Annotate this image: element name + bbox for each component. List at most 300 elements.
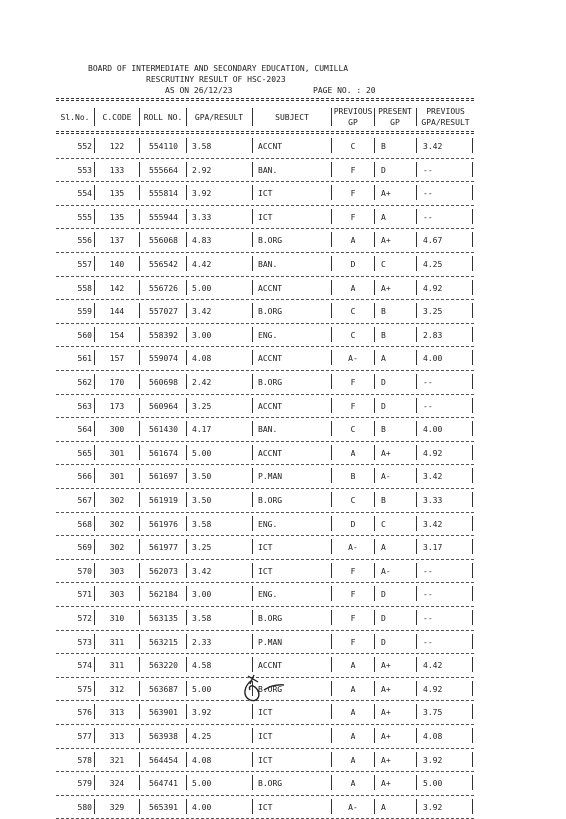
cell-ccode: 324 [109, 779, 125, 789]
cell-prev-gp: A- [348, 543, 358, 553]
cell-present-gp: D [381, 614, 386, 623]
table-row [56, 631, 474, 654]
column-separator [186, 256, 187, 271]
col-present-gp: PRESENT GP [378, 107, 412, 127]
cell-present-gp: A+ [381, 779, 391, 789]
cell-prev-gpa: 5.00 [423, 779, 443, 789]
column-separator [374, 752, 375, 767]
cell-subject: ACCNT [258, 354, 283, 364]
cell-present-gp: C [381, 519, 386, 529]
column-separator [252, 516, 253, 531]
cell-sl: 579 [77, 779, 92, 789]
column-separator [139, 374, 140, 389]
column-separator [186, 327, 187, 342]
column-separator [139, 539, 140, 554]
column-separator [416, 374, 417, 389]
cell-roll: 555944 [149, 212, 178, 222]
cell-roll: 563938 [149, 732, 178, 741]
column-separator [186, 138, 187, 153]
column-separator [374, 610, 375, 625]
cell-prev-gpa: 4.92 [423, 283, 443, 293]
column-separator [94, 492, 95, 507]
col-prev-gp: PREVIOUS GP [333, 107, 373, 127]
column-separator [472, 280, 473, 295]
cell-roll: 561977 [149, 543, 178, 553]
column-separator [331, 775, 332, 790]
column-separator [472, 374, 473, 389]
cell-ccode: 170 [109, 378, 125, 387]
cell-prev-gpa: 3.92 [423, 802, 443, 812]
cell-ccode: 313 [109, 708, 125, 718]
cell-roll: 556068 [149, 236, 178, 246]
cell-gpa: 4.17 [192, 425, 212, 435]
column-separator [139, 657, 140, 672]
cell-present-gp: A [381, 543, 386, 553]
column-separator [416, 586, 417, 601]
column-separator [472, 350, 473, 365]
cell-ccode: 133 [109, 165, 125, 175]
cell-prev-gpa: 4.42 [423, 661, 443, 671]
table-row [56, 489, 474, 512]
column-separator [374, 586, 375, 601]
column-separator [139, 634, 140, 649]
cell-prev-gpa: 3.75 [423, 708, 443, 718]
cell-present-gp: D [381, 378, 386, 387]
column-separator [186, 657, 187, 672]
column-separator [186, 752, 187, 767]
cell-prev-gp: C [350, 425, 356, 435]
cell-gpa: 3.58 [192, 519, 212, 529]
cell-prev-gpa: 3.17 [423, 543, 443, 553]
cell-prev-gpa: 4.67 [423, 236, 443, 246]
cell-roll: 563220 [149, 661, 178, 671]
column-separator [416, 468, 417, 483]
column-separator [94, 586, 95, 601]
cell-prev-gpa: 4.00 [423, 354, 443, 364]
column-separator [472, 704, 473, 719]
column-separator [374, 327, 375, 342]
cell-prev-gp: F [350, 614, 356, 623]
column-separator [139, 445, 140, 460]
column-separator [94, 374, 95, 389]
column-separator [94, 634, 95, 649]
cell-ccode: 157 [109, 354, 125, 364]
column-separator [374, 728, 375, 743]
column-separator [331, 492, 332, 507]
column-separator [139, 303, 140, 318]
column-separator [94, 681, 95, 696]
cell-prev-gp: F [350, 566, 356, 576]
column-separator [374, 539, 375, 554]
column-separator [472, 681, 473, 696]
column-separator [331, 728, 332, 743]
cell-gpa: 3.50 [192, 472, 212, 482]
cell-subject: B.ORG [258, 378, 283, 387]
column-separator [139, 209, 140, 224]
cell-present-gp: A+ [381, 283, 391, 293]
cell-present-gp: A+ [381, 708, 391, 718]
cell-roll: 556726 [149, 283, 178, 293]
cell-ccode: 302 [109, 519, 125, 529]
column-separator [94, 280, 95, 295]
cell-prev-gp: A- [348, 354, 358, 364]
column-separator [186, 162, 187, 177]
column-separator [94, 563, 95, 578]
column-separator [139, 610, 140, 625]
table-row [56, 135, 474, 158]
column-separator [139, 280, 140, 295]
cell-prev-gpa: -- [423, 212, 433, 222]
cell-present-gp: A+ [381, 448, 391, 458]
cell-ccode: 303 [109, 590, 125, 600]
column-separator [416, 728, 417, 743]
cell-subject: P.MAN [258, 637, 283, 647]
cell-prev-gp: F [350, 165, 356, 175]
cell-ccode: 302 [109, 543, 125, 553]
column-separator [139, 728, 140, 743]
cell-subject: ACCNT [258, 661, 283, 671]
column-separator [186, 421, 187, 436]
cell-roll: 563135 [149, 614, 178, 623]
column-separator [331, 681, 332, 696]
column-separator [472, 398, 473, 413]
cell-sl: 559 [77, 307, 92, 317]
table-row [56, 796, 474, 819]
column-separator [252, 728, 253, 743]
column-separator [472, 468, 473, 483]
cell-prev-gpa: -- [423, 566, 433, 576]
cell-sl: 568 [77, 519, 92, 529]
table-row [56, 583, 474, 606]
cell-gpa: 3.25 [192, 543, 212, 553]
column-separator [94, 256, 95, 271]
cell-prev-gpa: -- [423, 378, 433, 387]
column-separator [252, 209, 253, 224]
cell-present-gp: B [381, 496, 386, 505]
column-separator [331, 610, 332, 625]
cell-subject: ICT [258, 566, 273, 576]
col-gpa: GPA/RESULT [194, 112, 244, 122]
column-separator [186, 775, 187, 790]
column-separator [472, 752, 473, 767]
cell-subject: B.ORG [258, 684, 283, 694]
cell-gpa: 4.42 [192, 260, 212, 269]
cell-present-gp: A+ [381, 236, 391, 246]
table-row [56, 418, 474, 441]
cell-roll: 562184 [149, 590, 178, 600]
cell-gpa: 3.00 [192, 590, 212, 600]
column-separator [416, 138, 417, 153]
column-separator [94, 539, 95, 554]
cell-ccode: 140 [109, 260, 125, 269]
cell-subject: BAN. [258, 260, 278, 269]
column-separator [472, 610, 473, 625]
cell-prev-gp: D [350, 519, 356, 529]
column-separator [252, 610, 253, 625]
column-separator [94, 185, 95, 200]
cell-sl: 580 [77, 802, 92, 812]
cell-roll: 559074 [149, 354, 178, 364]
col-prev-gpa: PREVIOUS GPA/RESULT [421, 107, 470, 127]
column-separator [252, 327, 253, 342]
column-separator [331, 327, 332, 342]
cell-prev-gpa: -- [423, 590, 433, 600]
table-row [56, 371, 474, 394]
cell-subject: ACCNT [258, 283, 283, 293]
column-separator [186, 185, 187, 200]
column-separator [374, 350, 375, 365]
cell-present-gp: D [381, 165, 386, 175]
cell-prev-gp: A [350, 684, 356, 694]
cell-subject: B.ORG [258, 236, 283, 246]
cell-ccode: 301 [109, 448, 125, 458]
cell-subject: ACCNT [258, 142, 283, 151]
cell-gpa: 3.25 [192, 401, 212, 411]
cell-roll: 563687 [149, 684, 178, 694]
column-separator [472, 539, 473, 554]
cell-prev-gpa: -- [423, 165, 433, 175]
column-separator [416, 303, 417, 318]
cell-prev-gp: F [350, 637, 356, 647]
column-separator [186, 681, 187, 696]
cell-prev-gp: A [350, 732, 356, 741]
cell-sl: 556 [77, 236, 92, 246]
column-separator [186, 398, 187, 413]
cell-gpa: 3.58 [192, 614, 212, 623]
header-rule-top [56, 98, 474, 99]
cell-roll: 560964 [149, 401, 178, 411]
column-separator [374, 681, 375, 696]
cell-present-gp: A [381, 354, 386, 364]
column-separator [472, 657, 473, 672]
cell-prev-gp: A [350, 661, 356, 671]
cell-sl: 576 [77, 708, 92, 718]
cell-prev-gp: C [350, 330, 356, 340]
cell-present-gp: A- [381, 566, 391, 576]
column-separator [139, 775, 140, 790]
column-separator [472, 303, 473, 318]
column-separator [94, 610, 95, 625]
column-separator [331, 634, 332, 649]
column-separator [416, 799, 417, 814]
column-separator [416, 327, 417, 342]
column-separator [186, 468, 187, 483]
column-separator [331, 445, 332, 460]
cell-subject: B.ORG [258, 307, 283, 317]
cell-sl: 565 [77, 448, 92, 458]
as-on-date: AS ON 26/12/23 [165, 86, 233, 95]
cell-sl: 557 [77, 260, 92, 269]
cell-gpa: 3.92 [192, 189, 212, 199]
column-separator [374, 398, 375, 413]
cell-prev-gp: A [350, 779, 356, 789]
column-separator [374, 374, 375, 389]
cell-prev-gpa: -- [423, 614, 433, 623]
column-separator [139, 421, 140, 436]
col-ccode: C.CODE [102, 112, 132, 122]
column-separator [186, 232, 187, 247]
column-separator [139, 398, 140, 413]
cell-present-gp: A [381, 802, 386, 812]
cell-prev-gpa: 4.00 [423, 425, 443, 435]
cell-roll: 561674 [149, 448, 178, 458]
cell-gpa: 5.00 [192, 684, 212, 694]
cell-present-gp: A+ [381, 189, 391, 199]
cell-prev-gp: F [350, 212, 356, 222]
column-separator [472, 775, 473, 790]
column-separator [94, 421, 95, 436]
header-rule-bottom [56, 131, 474, 132]
cell-gpa: 3.50 [192, 496, 212, 505]
table-row [56, 159, 474, 182]
cell-subject: B.ORG [258, 614, 283, 623]
column-separator [139, 516, 140, 531]
column-separator [94, 775, 95, 790]
column-separator [331, 350, 332, 365]
table-row [56, 725, 474, 748]
column-separator [186, 610, 187, 625]
cell-sl: 569 [77, 543, 92, 553]
column-separator [94, 468, 95, 483]
column-separator [331, 752, 332, 767]
column-separator [374, 162, 375, 177]
cell-subject: ICT [258, 212, 273, 222]
cell-present-gp: D [381, 590, 386, 600]
column-separator [186, 303, 187, 318]
cell-roll: 563215 [149, 637, 178, 647]
column-separator [416, 657, 417, 672]
cell-prev-gpa: 4.92 [423, 684, 443, 694]
cell-ccode: 302 [109, 496, 125, 505]
cell-gpa: 3.33 [192, 212, 212, 222]
column-separator [472, 138, 473, 153]
column-separator [252, 563, 253, 578]
column-separator [416, 752, 417, 767]
cell-subject: ICT [258, 543, 273, 553]
cell-ccode: 313 [109, 732, 125, 741]
cell-subject: ACCNT [258, 401, 283, 411]
column-separator [139, 350, 140, 365]
column-separator [374, 280, 375, 295]
cell-prev-gp: F [350, 189, 356, 199]
cell-roll: 557027 [149, 307, 178, 317]
column-separator [472, 634, 473, 649]
column-separator [252, 634, 253, 649]
cell-gpa: 2.42 [192, 378, 212, 387]
cell-prev-gp: A [350, 283, 356, 293]
cell-present-gp: C [381, 260, 386, 269]
column-separator [472, 586, 473, 601]
cell-subject: ICT [258, 802, 273, 812]
table-row [56, 560, 474, 583]
column-separator [416, 350, 417, 365]
signature [238, 672, 288, 708]
column-separator [252, 657, 253, 672]
cell-gpa: 2.33 [192, 637, 212, 647]
col-sl: Sl.No. [60, 112, 90, 122]
cell-sl: 571 [77, 590, 92, 600]
column-separator [94, 728, 95, 743]
cell-roll: 561697 [149, 472, 178, 482]
column-separator [94, 232, 95, 247]
column-separator [416, 704, 417, 719]
column-separator [331, 421, 332, 436]
column-separator [374, 634, 375, 649]
cell-present-gp: B [381, 307, 386, 317]
cell-ccode: 137 [109, 236, 125, 246]
cell-sl: 563 [77, 401, 92, 411]
column-separator [94, 704, 95, 719]
cell-gpa: 4.25 [192, 732, 212, 741]
board-title: BOARD OF INTERMEDIATE AND SECONDARY EDUCATION, CUMILLA [88, 64, 349, 73]
column-separator [186, 516, 187, 531]
column-separator [186, 209, 187, 224]
col-subject: SUBJECT [275, 112, 309, 122]
column-separator [374, 209, 375, 224]
column-separator [139, 185, 140, 200]
column-separator [252, 398, 253, 413]
cell-roll: 560698 [149, 378, 178, 387]
column-separator [186, 492, 187, 507]
column-separator [139, 256, 140, 271]
cell-subject: B.ORG [258, 779, 283, 789]
header-rule-top-2 [56, 100, 474, 101]
cell-roll: 564741 [149, 779, 178, 789]
cell-ccode: 311 [109, 637, 125, 647]
cell-subject: ICT [258, 732, 273, 741]
table-row [56, 182, 474, 205]
column-separator [331, 704, 332, 719]
column-separator [374, 799, 375, 814]
column-separator [186, 728, 187, 743]
column-separator [186, 704, 187, 719]
column-separator [252, 185, 253, 200]
column-separator [472, 492, 473, 507]
cell-roll: 565391 [149, 802, 178, 812]
cell-sl: 564 [77, 425, 92, 435]
cell-roll: 563901 [149, 708, 178, 718]
column-separator [472, 728, 473, 743]
col-roll: ROLL NO. [143, 112, 183, 122]
cell-subject: ACCNT [258, 448, 283, 458]
cell-ccode: 303 [109, 566, 125, 576]
cell-subject: BAN. [258, 425, 278, 435]
cell-prev-gpa: 3.42 [423, 142, 443, 151]
column-separator [472, 327, 473, 342]
cell-roll: 561430 [149, 425, 178, 435]
cell-prev-gp: C [350, 142, 356, 151]
column-separator [331, 303, 332, 318]
column-separator [252, 539, 253, 554]
column-separator [416, 563, 417, 578]
cell-gpa: 4.08 [192, 755, 212, 765]
cell-prev-gpa: 3.33 [423, 496, 443, 505]
column-separator [472, 209, 473, 224]
column-separator [416, 421, 417, 436]
cell-sl: 573 [77, 637, 92, 647]
cell-ccode: 312 [109, 684, 125, 694]
column-separator [94, 445, 95, 460]
cell-present-gp: A+ [381, 732, 391, 741]
cell-roll: 556542 [149, 260, 178, 269]
column-separator [139, 681, 140, 696]
cell-gpa: 3.92 [192, 708, 212, 718]
column-separator [472, 445, 473, 460]
cell-sl: 560 [77, 330, 92, 340]
cell-prev-gpa: 4.25 [423, 260, 443, 269]
cell-sl: 567 [77, 496, 92, 505]
column-separator [331, 398, 332, 413]
